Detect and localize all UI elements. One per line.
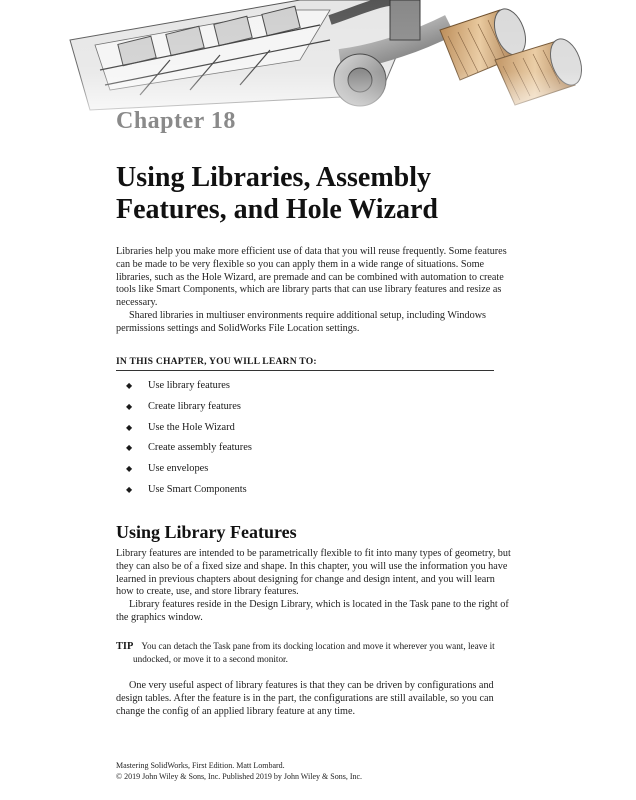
text-line: how to create, use, and store library features. xyxy=(116,586,299,598)
section-paragraph xyxy=(116,548,578,625)
chapter-title-line: Using Libraries, Assembly xyxy=(116,162,432,193)
text-line: One very useful aspect of library features is that they can be driven by configurations and xyxy=(129,680,494,691)
list-item xyxy=(126,480,252,501)
intro-paragraph xyxy=(116,246,578,336)
learn-heading: IN THIS CHAPTER, YOU WILL LEARN TO: xyxy=(116,356,494,371)
tip-text: You can detach the Task pane from its docking location and move it wherever you want, leave it xyxy=(141,641,495,651)
diamond-bullet-icon: ◆ xyxy=(126,443,133,453)
text-line: libraries, such as the Hole Wizard, are premade and can be combined with automation to create xyxy=(116,271,504,283)
copyright-footer xyxy=(116,760,362,782)
list-item-label: Use library features xyxy=(148,380,230,391)
list-item-label: Create assembly features xyxy=(148,442,252,454)
learning-objectives-list xyxy=(126,376,252,501)
text-line: permissions settings and SolidWorks File Location settings. xyxy=(116,322,360,334)
text-line: they can also be of a fixed size and shape. In this chapter, you will use the information you have xyxy=(116,560,508,572)
chapter-title-line: Features, and Hole Wizard xyxy=(116,194,438,225)
text-line: necessary. xyxy=(116,297,158,309)
diamond-bullet-icon: ◆ xyxy=(126,484,133,494)
list-item xyxy=(126,438,252,459)
list-item xyxy=(126,376,252,397)
section-paragraph xyxy=(116,680,578,718)
text-line: Library features are intended to be parametrically flexible to fit into many types of geometry, but xyxy=(116,548,511,559)
tip-box xyxy=(116,640,578,666)
diamond-bullet-icon: ◆ xyxy=(126,464,133,474)
chapter-title xyxy=(116,162,596,226)
section-heading: Using Library Features xyxy=(116,522,297,542)
text-line: change the config of an applied library feature at any time. xyxy=(116,705,356,717)
tip-label: TIP xyxy=(116,641,134,652)
footer-line: Mastering SolidWorks, First Edition. Matt Lombard. xyxy=(116,761,285,770)
list-item-label: Use the Hole Wizard xyxy=(148,421,235,433)
text-line: design tables. After the feature is in the part, the configurations are still available, so you can xyxy=(116,692,494,704)
list-item xyxy=(126,397,252,418)
diamond-bullet-icon: ◆ xyxy=(126,401,133,411)
list-item-label: Create library features xyxy=(148,400,241,412)
engine-illustration xyxy=(0,0,636,130)
text-line: learned in previous chapters about designing for change and design intent, and you will learn xyxy=(116,573,495,585)
tip-text: undocked, or move it to a second monitor. xyxy=(133,654,288,664)
diamond-bullet-icon: ◆ xyxy=(126,422,133,432)
diamond-bullet-icon: ◆ xyxy=(126,381,133,390)
text-line: can be made to be very flexible so you can apply them in a wide range of situations. Some xyxy=(116,258,485,270)
text-line: the graphics window. xyxy=(116,611,203,623)
text-line: Shared libraries in multiuser environments require additional setup, including Windows xyxy=(129,309,487,321)
text-line: tools like Smart Components, which are library parts that can use library features and resize as xyxy=(116,284,502,296)
list-item xyxy=(126,418,252,439)
list-item xyxy=(126,459,252,480)
chapter-label: Chapter 18 xyxy=(116,108,236,134)
list-item-label: Use envelopes xyxy=(148,463,209,475)
footer-line: © 2019 John Wiley & Sons, Inc. Published 2019 by John Wiley & Sons, Inc. xyxy=(116,772,363,781)
text-line: Libraries help you make more efficient use of data that you will reuse frequently. Some features xyxy=(116,246,507,257)
text-line: Library features reside in the Design Library, which is located in the Task pane to the right of xyxy=(129,599,509,611)
list-item-label: Use Smart Components xyxy=(148,483,247,495)
